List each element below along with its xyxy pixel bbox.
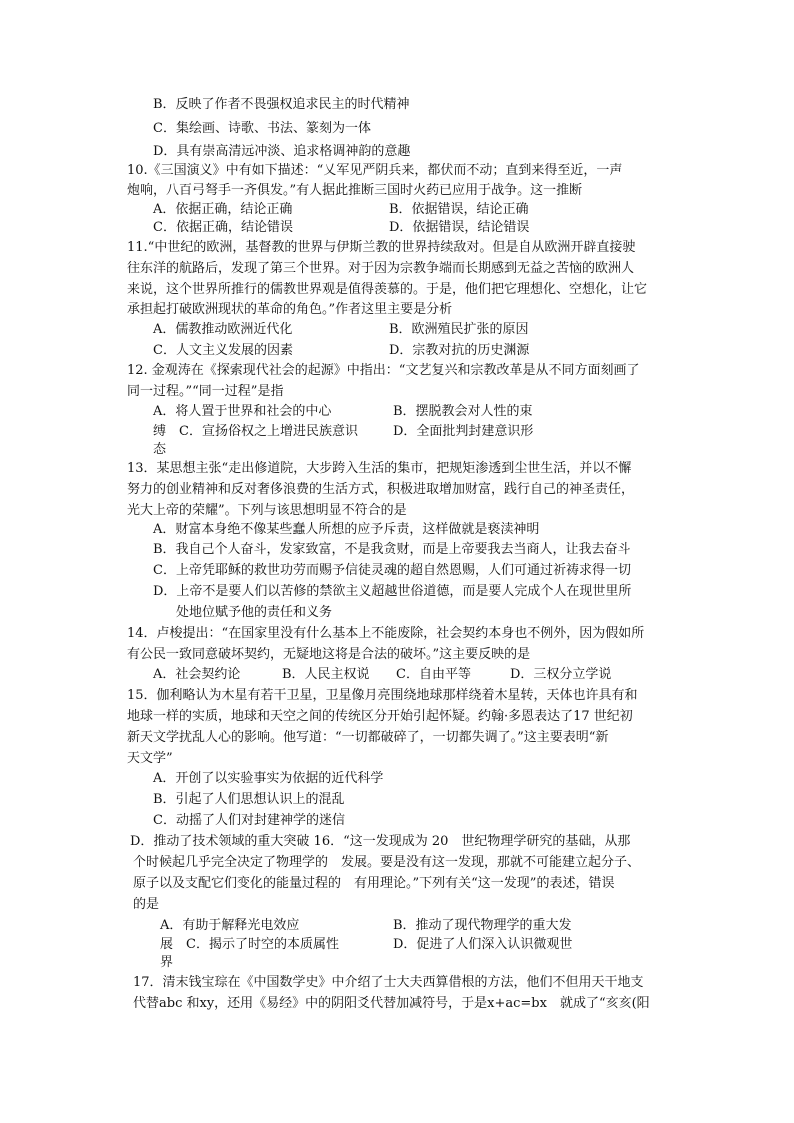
text-line: C．上帝凭耶稣的救世功劳而赐予信徒灵魂的超自然恩赐，人们可通过祈祷求得一切 — [153, 563, 631, 578]
text-line: D．依据错误，结论错误 — [389, 220, 530, 235]
text-line: C．依据正确，结论错误 — [153, 220, 293, 235]
text-line: C．集绘画、诗歌、书法、篆刻为一体 — [153, 121, 371, 136]
text-line: 界 — [160, 955, 174, 970]
text-line: B．依据错误，结论正确 — [389, 202, 529, 217]
text-line: 的是 — [133, 897, 160, 912]
text-line: 同一过程。”“同一过程”是指 — [127, 384, 284, 399]
text-line: 地球一样的实质，地球和天空之间的传统区分开始引起怀疑。约翰·多恩表达了17 世纪初 — [127, 709, 633, 724]
text-line: A．有助于解释光电效应 — [160, 918, 300, 933]
text-line: B．推动了现代物理学的重大发 — [393, 918, 572, 933]
text-line: 往东洋的航路后，发现了第三个世界。对于因为宗教争端而长期感到无益之苦恼的欧洲人 — [127, 261, 635, 276]
text-line: 11.“中世纪的欧洲，基督教的世界与伊斯兰教的世界持续敌对。但是自从欧洲开辟直接驶 — [127, 240, 636, 255]
text-line: 14．卢梭提出：“在国家里没有什么基本上不能废除，社会契约本身也不例外，因为假如所 — [127, 626, 645, 641]
text-line: D．宗教对抗的历史渊源 — [389, 343, 530, 358]
text-line: 有公民一致同意破坏契约，无疑地这将是合法的破坏。”这主要反映的是 — [127, 647, 531, 662]
text-line: D．具有崇高清远冲淡、追求格调神韵的意趣 — [153, 144, 411, 159]
text-line: 来说，这个世界所推行的儒教世界观是值得羡慕的。于是，他们把它理想化、空想化，让它 — [127, 282, 648, 297]
text-line: D．三权分立学说 — [510, 667, 612, 682]
text-line: D．促进了人们深入认识微观世 — [393, 937, 573, 952]
text-line: 原子以及支配它们变化的能量过程的 有用理论。”下列有关“这一发现”的表述，错误 — [133, 876, 615, 891]
text-line: A．开创了以实验事实为依据的近代科学 — [153, 771, 384, 786]
text-line: B．欧洲殖民扩张的原因 — [389, 322, 529, 337]
text-line: A．依据正确，结论正确 — [153, 202, 293, 217]
text-line: B．引起了人们思想认识上的混乱 — [153, 792, 345, 807]
text-line: 15．伽利略认为木星有若干卫星，卫星像月亮围绕地球那样绕着木星转，天体也许具有和 — [127, 688, 638, 703]
text-line: A．财富本身绝不像某些蠢人所想的应予斥责，这样做就是亵渎神明 — [153, 522, 540, 537]
text-line: 10.《三国演义》中有如下描述：“乂军见严阴兵来，都伏而不动；直到来得至近，一声 — [127, 163, 623, 178]
text-line: 缚 C．宣扬俗权之上增进民族意识 — [153, 424, 358, 439]
text-line: B．反映了作者不畏强权追求民主的时代精神 — [153, 97, 410, 112]
text-line: 态 — [153, 442, 167, 457]
text-line: 炮响，八百弓弩手一齐俱发。”有人据此推断三国时火药已应用于战争。这一推断 — [127, 183, 583, 198]
text-line: C．人文主义发展的因素 — [153, 343, 293, 358]
text-line: B．摆脱教会对人性的束 — [393, 404, 533, 419]
text-line: 12. 金观涛在《探索现代社会的起源》中指出：“文艺复兴和宗教改革是从不同方面刻画了 — [127, 363, 640, 378]
text-line: D．上帝不是要人们以苦修的禁欲主义超越世俗道德，而是要人完成个人在现世里所 — [153, 584, 632, 599]
text-line: A．将人置于世界和社会的中心 — [153, 404, 332, 419]
text-line: C．动摇了人们对封建神学的迷信 — [153, 813, 345, 828]
text-line: D．推动了技术领域的重大突破 16．“这一发现成为 20 世纪物理学研究的基础，从那 — [130, 834, 631, 849]
text-line: A．社会契约论 — [153, 667, 241, 682]
text-line: 新天文学扰乱人心的影响。他写道：“一切都破碎了，一切都失调了。”这主要表明“新 — [127, 730, 609, 745]
text-line: B．人民主权说 — [282, 667, 370, 682]
text-line: C．自由平等 — [396, 667, 471, 682]
text-line: 努力的创业精神和反对奢侈浪费的生活方式，积极进取增加财富，践行自己的神圣责任， — [127, 482, 635, 497]
text-line: 天文学” — [127, 751, 173, 766]
text-line: 13．某思想主张“走出修道院，大步跨入生活的集市，把规矩渗透到尘世生活，并以不懈 — [127, 461, 632, 476]
text-line: B．我自己个人奋斗，发家致富，不是我贪财，而是上帝要我去当商人，让我去奋斗 — [153, 542, 631, 557]
text-line: D．全面批判封建意识形 — [393, 424, 534, 439]
text-line: 承担起打破欧洲现状的革命的角色。”作者这里主要是分析 — [127, 302, 453, 317]
text-line: 代替abc 和xy，还用《易经》中的阴阳爻代替加减符号，于是x+ac=bx 就成了“亥亥(阳 — [133, 996, 650, 1011]
text-line: A．儒教推动欧洲近代化 — [153, 322, 293, 337]
text-line: 个时候起几乎完全决定了物理学的 发展。要是没有这一发现，那就不可能建立起分子、 — [133, 855, 641, 870]
text-line: 展 C．揭示了时空的本质属性 — [160, 937, 339, 952]
text-line: 17．清末钱宝琮在《中国数学史》中介绍了士大夫西算借根的方法，他们不但用天干地支 — [133, 975, 644, 990]
text-line: 光大上帝的荣耀”。下列与该思想明显不符合的是 — [127, 503, 407, 518]
text-line: 处地位赋予他的责任和义务 — [176, 605, 333, 620]
